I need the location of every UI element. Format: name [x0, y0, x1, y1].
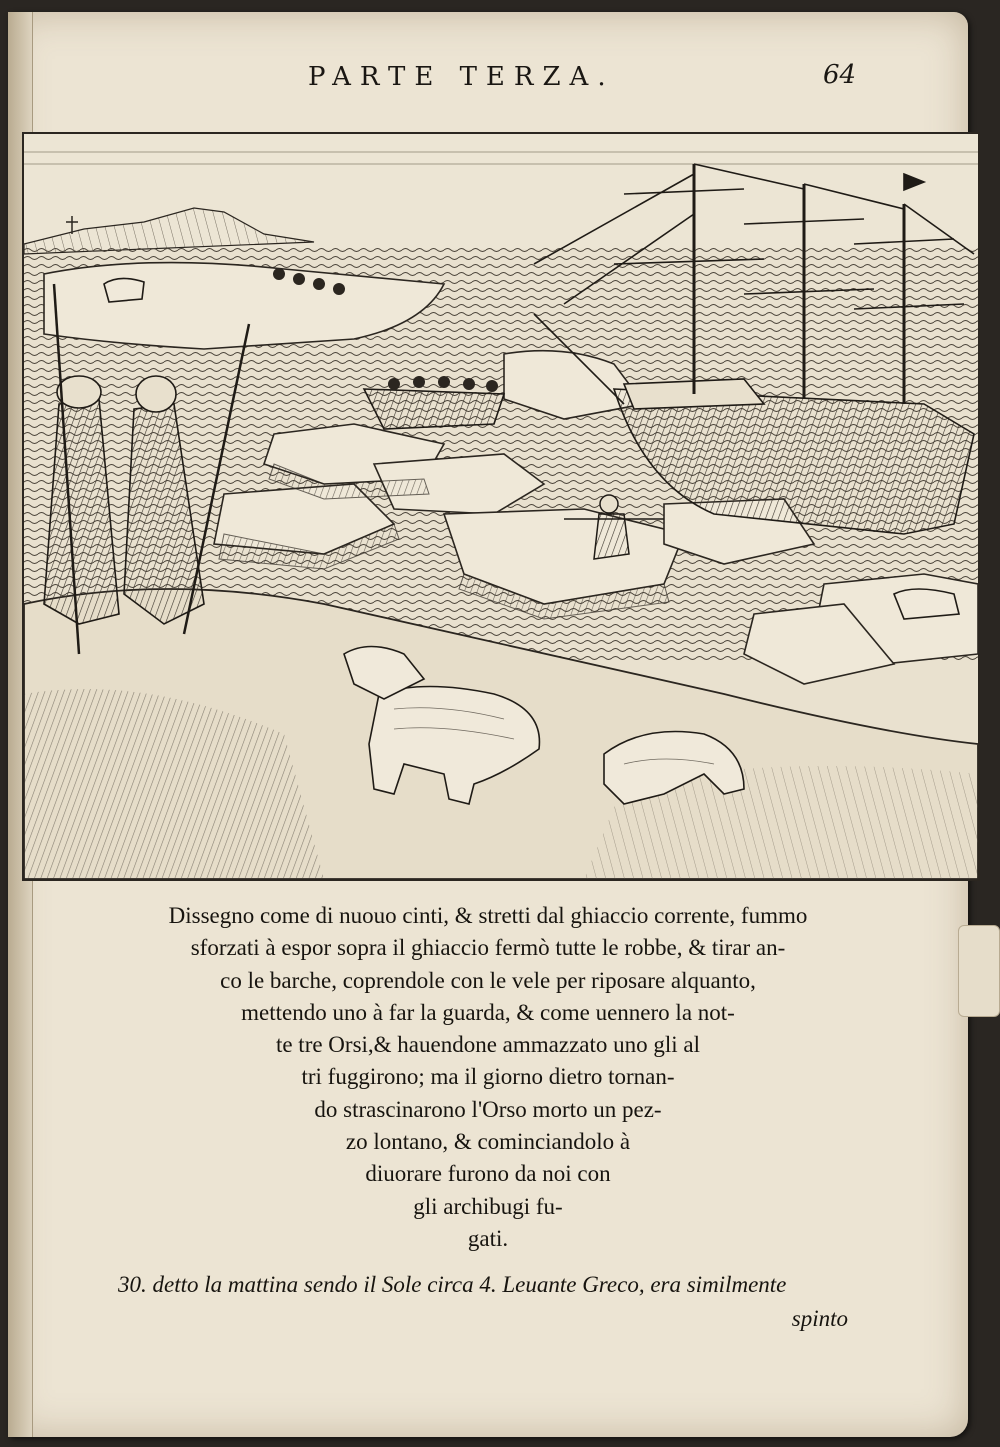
- body-paragraph: [68, 900, 908, 1255]
- engraving-illustration: [22, 132, 980, 881]
- page-tab: [958, 925, 1000, 1017]
- text-line: gati.: [467, 1225, 509, 1251]
- book-page: [8, 12, 968, 1437]
- text-line: te tre Orsi,& hauendone ammazzato uno gli al: [275, 1032, 701, 1058]
- text-line: mettendo uno à far la guarda, & come uennero la not-: [241, 999, 735, 1025]
- text-line: zo lontano, & cominciandolo à: [345, 1129, 631, 1155]
- text-line: sforzati à espor sopra il ghiaccio fermò tutte le robbe, & tirar an-: [190, 935, 786, 961]
- footnote: [118, 1268, 878, 1336]
- running-header: PARTE TERZA.: [308, 62, 615, 92]
- page-number: 64: [823, 60, 857, 90]
- text-line: tri fuggirono; ma il giorno dietro tornan-: [301, 1064, 675, 1090]
- catchword: spinto: [791, 1306, 848, 1331]
- text-line: gli archibugi fu-: [413, 1193, 563, 1219]
- text-line: do strascinarono l'Orso morto un pez-: [314, 1096, 662, 1122]
- footnote-line: 30. detto la mattina sendo il Sole circa 4. Leuante Greco, era similmente: [118, 1272, 787, 1297]
- text-line: Dissegno come di nuouo cinti, & stretti dal ghiaccio corrente, fummo: [168, 903, 808, 928]
- text-line: co le barche, coprendole con le vele per riposare alquanto,: [220, 967, 756, 993]
- text-line: diuorare furono da noi con: [365, 1161, 611, 1187]
